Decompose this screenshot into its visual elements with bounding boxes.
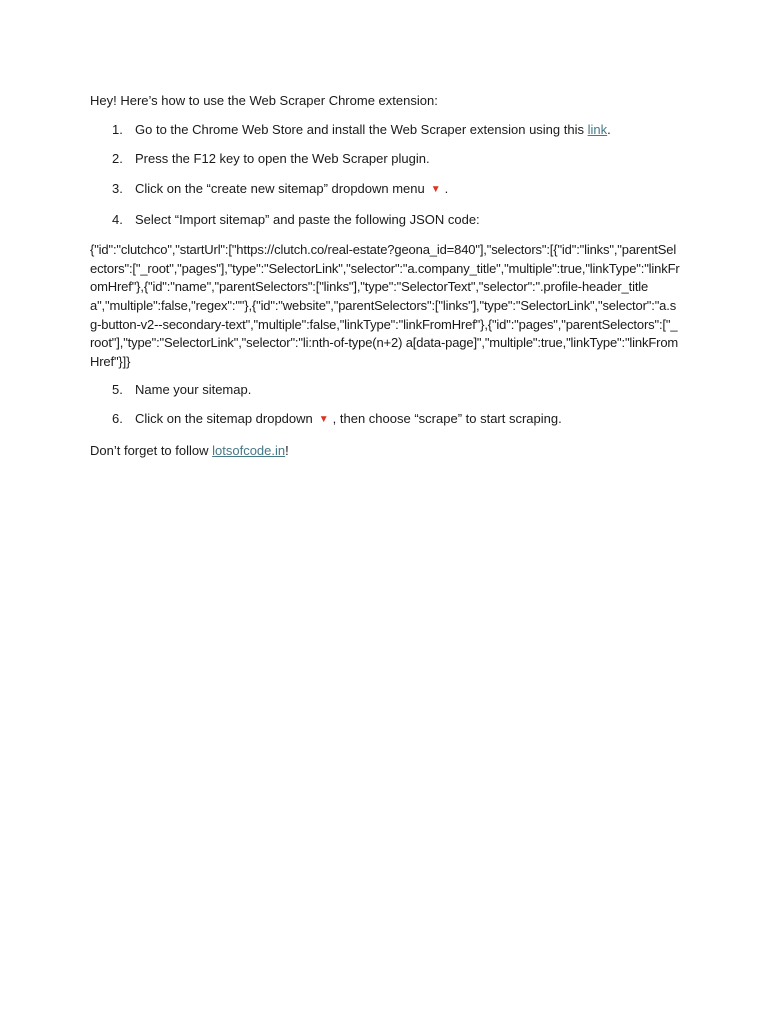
intro-text: Hey! Here’s how to use the Web Scraper Chrome extension: [90, 93, 438, 108]
step-import-sitemap [90, 211, 680, 230]
step-create-sitemap [90, 180, 680, 201]
document-page [90, 92, 680, 461]
step-number: 5. [112, 381, 123, 397]
step-text: Click on the sitemap dropdown [135, 411, 313, 427]
dropdown-triangle-icon: ▼ [430, 183, 441, 195]
step-number: 2. [112, 151, 123, 167]
outro-text-end: ! [285, 443, 289, 459]
json-code-block: {"id":"clutchco","startUrl":["https://clutch.co/real-estate?geona_id=840"],"selectors":[{"id":"links","parentSelectors":["_root","pages"],"type":"SelectorLink","selector":"a.company_title","multiple":true,"linkType":"linkFromHref"},{"id":"name","parentSelectors":["links"],"type":"SelectorText","selector":".profile-header_title a","multiple":false,"regex":""},{"id":"website","parentSelectors":["links"],"type":"SelectorLink","selector":"a.sg-button-v2--secondary-text","multiple":false,"linkType":"linkFromHref"},{"id":"pages","parentSelectors":["_root"],"type":"SelectorLink","selector":"li:nth-of-type(n+2) a[data-page]","multiple":true,"linkType":"linkFromHref"}]} [90, 241, 680, 370]
step-install [90, 121, 680, 140]
step-number: 1. [112, 121, 123, 137]
outro-text-start: Don’t forget to follow [90, 443, 213, 459]
lotsofcode-link[interactable]: lotsofcode.in [212, 443, 286, 459]
step-text: Press the F12 key to open the Web Scraper plugin. [135, 151, 430, 167]
steps-list-1 [90, 121, 680, 230]
step-text-end: . [607, 121, 611, 137]
step-text-end: , then choose “scrape” to start scraping. [332, 411, 562, 427]
step-text: Select “Import sitemap” and paste the following JSON code: [135, 212, 480, 228]
steps-list-2 [90, 381, 680, 431]
step-open-plugin [90, 150, 680, 169]
chrome-store-link[interactable]: link [587, 121, 608, 137]
step-scrape [90, 410, 680, 431]
step-number: 6. [112, 411, 123, 427]
step-text-end: . [444, 180, 449, 196]
step-name-sitemap [90, 381, 680, 400]
step-text: Go to the Chrome Web Store and install the Web Scraper extension using this [135, 121, 588, 137]
step-text: Click on the “create new sitemap” dropdown menu [135, 180, 425, 196]
step-text: Name your sitemap. [135, 381, 252, 397]
outro-text [90, 442, 680, 461]
step-number: 3. [112, 180, 123, 196]
step-number: 4. [112, 212, 123, 228]
dropdown-triangle-icon: ▼ [318, 414, 329, 426]
